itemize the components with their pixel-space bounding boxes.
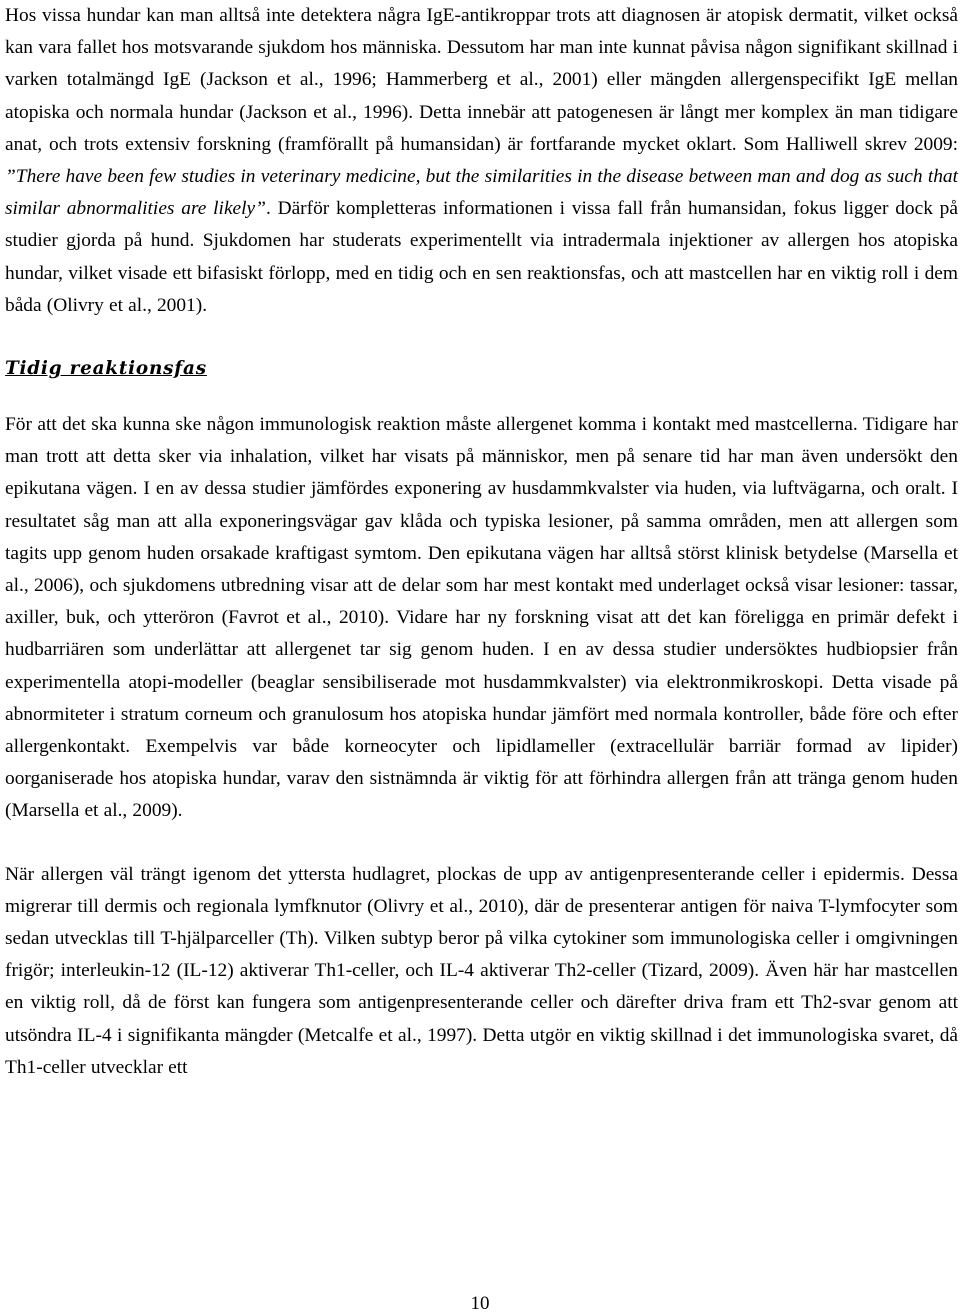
paragraph-intro: [5, 0, 958, 322]
document-page: [5, 0, 958, 1315]
section-heading: Tidig reaktionsfas: [5, 358, 207, 380]
paragraph-intro-text: Hos vissa hundar kan man alltså inte detektera några IgE-antikroppar trots att diagnosen är atopisk dermatit, vilket också kan vara fallet hos motsvarande sjukdom hos människa. Dessutom har man inte kunnat påvisa någon signifikant skillnad i varken totalmängd IgE (Jackson et al., 1996; Hammerberg et al., 2001) eller mängden allergenspecifikt IgE mellan atopiska och normala hundar (Jackson et al., 1996). Detta innebär att patogenesen är långt mer komplex än man tidigare anat, och trots extensiv forskning (framförallt på humansidan) är fortfarande mycket oklart. Som Halliwell skrev 2009:: [5, 5, 958, 155]
paragraph-early-phase: För att det ska kunna ske någon immunologisk reaktion måste allergenet komma i kontakt med mastcellerna. Tidigare har man trott att detta sker via inhalation, vilket har visats på människor, men på senare tid har man även undersökt den epikutana vägen. I en av dessa studier jämfördes exponering av husdammkvalster via huden, via luftvägarna, och oralt. I resultatet såg man att alla exponeringsvägar gav klåda och typiska lesioner, på samma områden, men att allergen som tagits upp genom huden orsakade kraftigast symtom. Den epikutana vägen har alltså störst klinisk betydelse (Marsella et al., 2006), och sjukdomens utbredning visar att de delar som har mest kontakt med underlaget också visar lesioner: tassar, axiller, buk, och ytteröron (Favrot et al., 2010). Vidare har ny forskning visat att det kan föreligga en primär defekt i hudbarriären som underlättar att allergenet tar sig genom huden. I en av dessa studier undersöktes hudbiopsier från experimentella atopi-modeller (beaglar sensibiliserade mot husdammkvalster) via elektronmikroskopi. Detta visade på abnormiteter i stratum corneum och granulosum hos atopiska hundar jämfört med normala kontroller, både före och efter allergenkontakt. Exempelvis var både korneocyter och lipidlameller (extracellulär barriär formad av lipider) oorganiserade hos atopiska hundar, varav den sistnämnda är viktig för att förhindra allergen från att tränga genom huden (Marsella et al., 2009).: [5, 414, 958, 822]
halliwell-quote: ”There have been few studies in veterinary medicine, but the similarities in the disease between man and dog as such that similar abnormalities are likely”: [5, 166, 958, 220]
paragraph-intro-continuation: . Därför kompletteras informationen i vissa fall från humansidan, fokus ligger dock på studier gjorda på hund. Sjukdomen har studerats experimentellt via intradermala injektioner av allergen hos atopiska hundar, vilket visade ett bifasiskt förlopp, med en tidig och en sen reaktionsfas, och att mastcellen har en viktig roll i dem båda (Olivry et al., 2001).: [5, 198, 958, 316]
page-number: 10: [470, 1293, 490, 1314]
paragraph-antigen-presentation: När allergen väl trängt igenom det yttersta hudlagret, plockas de upp av antigenpresenterande celler i epidermis. Dessa migrerar till dermis och regionala lymfknutor (Olivry et al., 2010), där de presenterar antigen för naiva T-lymfocyter som sedan utvecklas till T-hjälparceller (Th). Vilken subtyp beror på vilka cytokiner som immunologiska celler i omgivningen frigör; interleukin-12 (IL-12) aktiverar Th1-celler, och IL-4 aktiverar Th2-celler (Tizard, 2009). Även här har mastcellen en viktig roll, då de först kan fungera som antigenpresenterande celler och därefter driva fram ett Th2-svar genom att utsöndra IL-4 i signifikanta mängder (Metcalfe et al., 1997). Detta utgör en viktig skillnad i det immunologiska svaret, då Th1-celler utvecklar ett: [5, 863, 958, 1078]
